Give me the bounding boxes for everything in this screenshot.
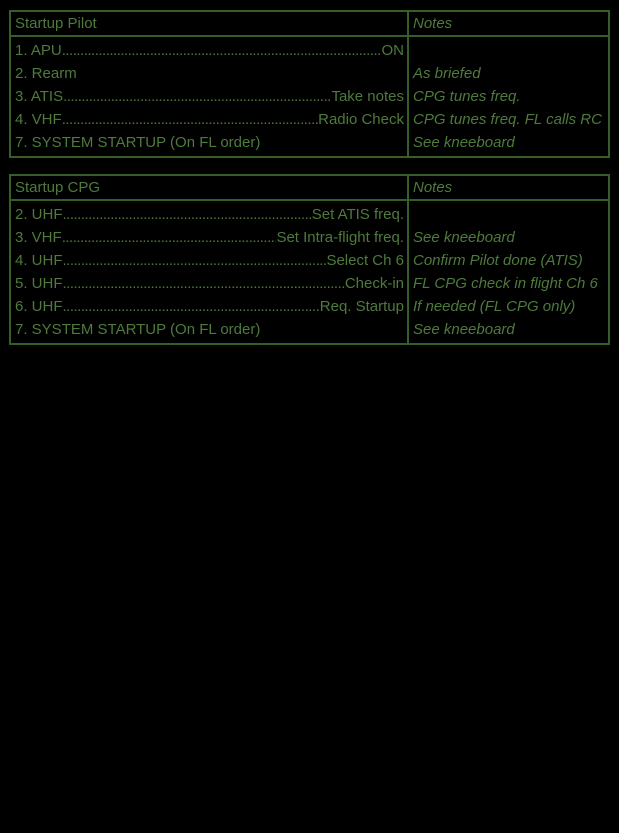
checklist-row: [10, 62, 609, 85]
pilot-startup-table: [9, 10, 610, 158]
leader-dots: [63, 206, 312, 223]
leader-dots: [63, 252, 327, 269]
checklist-item: [10, 226, 408, 249]
cpg-table-title: Startup CPG: [10, 175, 408, 200]
checklist-row: [10, 108, 609, 131]
note-cell: CPG tunes freq. FL calls RC: [408, 108, 609, 131]
checklist-row: [10, 200, 609, 226]
step-label: 3. VHF: [15, 229, 62, 246]
checklist-item: [10, 295, 408, 318]
step-label: 2. Rearm: [15, 65, 77, 82]
checklist-row: [10, 318, 609, 344]
checklist-row: [10, 36, 609, 62]
checklist-row: [10, 226, 609, 249]
note-cell: CPG tunes freq.: [408, 85, 609, 108]
checklist-row: [10, 131, 609, 157]
checklist-item: [10, 108, 408, 131]
pilot-header-row: [10, 11, 609, 36]
checklist-row: [10, 272, 609, 295]
checklist-item: [10, 36, 408, 62]
note-cell: If needed (FL CPG only): [408, 295, 609, 318]
leader-dots: [63, 275, 345, 292]
leader-dots: [62, 42, 382, 59]
checklist-row: [10, 295, 609, 318]
action-label: Req. Startup: [319, 298, 404, 315]
step-label: 5. UHF: [15, 275, 63, 292]
step-label: 4. UHF: [15, 252, 63, 269]
step-label: 1. APU: [15, 42, 62, 59]
cpg-notes-header: Notes: [408, 175, 609, 200]
checklist-item: [10, 318, 408, 344]
note-cell: [408, 36, 609, 62]
action-label: Set Intra-flight freq.: [276, 229, 404, 246]
note-cell: See kneeboard: [408, 318, 609, 344]
step-label: 7. SYSTEM STARTUP (On FL order): [15, 134, 261, 151]
note-cell: See kneeboard: [408, 131, 609, 157]
pilot-notes-header: Notes: [408, 11, 609, 36]
checklist-row: [10, 249, 609, 272]
checklist-item: [10, 249, 408, 272]
note-cell: [408, 200, 609, 226]
checklist-item: [10, 272, 408, 295]
action-label: Take notes: [331, 88, 404, 105]
note-cell: FL CPG check in flight Ch 6: [408, 272, 609, 295]
checklist-item: [10, 131, 408, 157]
action-label: Select Ch 6: [326, 252, 404, 269]
leader-dots: [62, 229, 277, 246]
checklist-item: [10, 85, 408, 108]
pilot-table-title: Startup Pilot: [10, 11, 408, 36]
leader-dots: [63, 88, 331, 105]
step-label: 6. UHF: [15, 298, 63, 315]
cpg-startup-table: [9, 174, 610, 345]
action-label: ON: [381, 42, 404, 59]
checklist-item: [10, 200, 408, 226]
action-label: Radio Check: [318, 111, 404, 128]
leader-dots: [63, 298, 320, 315]
step-label: 3. ATIS: [15, 88, 64, 105]
action-label: Check-in: [344, 275, 404, 292]
cpg-header-row: [10, 175, 609, 200]
step-label: 2. UHF: [15, 206, 63, 223]
action-label: Set ATIS freq.: [311, 206, 404, 223]
note-cell: See kneeboard: [408, 226, 609, 249]
step-label: 7. SYSTEM STARTUP (On FL order): [15, 321, 261, 338]
note-cell: As briefed: [408, 62, 609, 85]
leader-dots: [62, 111, 318, 128]
step-label: 4. VHF: [15, 111, 62, 128]
note-cell: Confirm Pilot done (ATIS): [408, 249, 609, 272]
checklist-row: [10, 85, 609, 108]
checklist-item: [10, 62, 408, 85]
